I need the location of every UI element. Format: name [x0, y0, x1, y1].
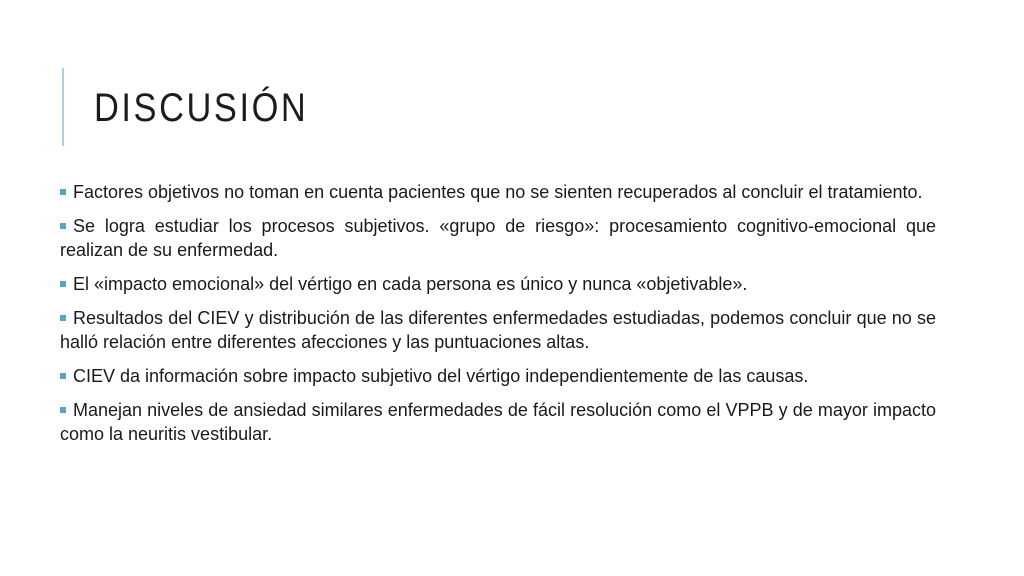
- bullet-item: [58, 272, 936, 296]
- bullet-text: Se logra estudiar los procesos subjetivos. «grupo de riesgo»: procesamiento cognitivo-emocional que realizan de su enfermedad.: [60, 216, 936, 260]
- slide-title: DISCUSIÓN: [94, 86, 309, 130]
- square-bullet-icon: [60, 373, 66, 379]
- bullet-item: [58, 306, 936, 354]
- bullet-text: Factores objetivos no toman en cuenta pacientes que no se sienten recuperados al concluir el tratamiento.: [73, 182, 923, 202]
- square-bullet-icon: [60, 281, 66, 287]
- bullet-item: [58, 398, 936, 446]
- square-bullet-icon: [60, 223, 66, 229]
- bullet-item: [58, 364, 936, 388]
- bullet-text: Manejan niveles de ansiedad similares enfermedades de fácil resolución como el VPPB y de mayor impacto como la neuritis vestibular.: [60, 400, 936, 444]
- bullet-text: CIEV da información sobre impacto subjetivo del vértigo independientemente de las causas.: [73, 366, 809, 386]
- bullet-text: Resultados del CIEV y distribución de las diferentes enfermedades estudiadas, podemos concluir que no se halló relación entre diferentes afecciones y las puntuaciones altas.: [60, 308, 936, 352]
- square-bullet-icon: [60, 189, 66, 195]
- bullet-text: El «impacto emocional» del vértigo en cada persona es único y nunca «objetivable».: [73, 274, 748, 294]
- title-accent-bar: [62, 68, 64, 146]
- bullet-list: [58, 180, 936, 456]
- bullet-item: [58, 214, 936, 262]
- bullet-item: [58, 180, 936, 204]
- square-bullet-icon: [60, 407, 66, 413]
- square-bullet-icon: [60, 315, 66, 321]
